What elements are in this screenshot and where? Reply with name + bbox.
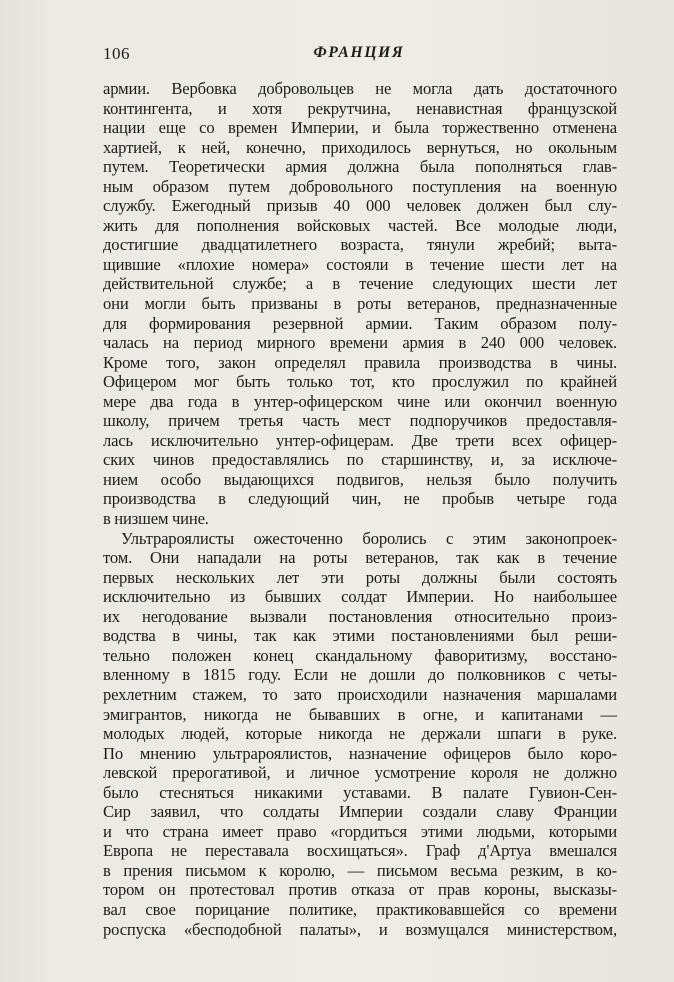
text-line: исключительно из бывших солдат Империи. Но наибольшее xyxy=(103,587,617,607)
text-line: действительной службе; а в течение следующих шести лет xyxy=(103,274,617,294)
text-line: тельно положен конец скандальному фаворитизму, восстано- xyxy=(103,645,617,665)
text-line: Кроме того, закон определял правила производства в чины. xyxy=(103,352,617,372)
text-line: ских чинов предоставлялись по старшинству, и, за исключе- xyxy=(103,450,617,470)
text-line: тором он протестовал против отказа от прав короны, высказы- xyxy=(103,880,617,900)
text-line: роспуска «бесподобной палаты», и возмущался министерством, xyxy=(103,919,617,939)
text-line: мере два года в унтер-офицерском чине или окончил военную xyxy=(103,391,617,411)
text-line: было стесняться никакими уставами. В палате Гувион-Сен- xyxy=(103,782,617,802)
text-line: Сир заявил, что солдаты Империи создали славу Франции xyxy=(103,802,617,822)
text-line: ным образом путем добровольного поступления на военную xyxy=(103,176,617,196)
text-line: и что страна имеет право «гордиться этими людьми, которыми xyxy=(103,821,617,841)
text-line: первых нескольких лет эти роты должны были состоять xyxy=(103,567,617,587)
text-line: армии. Вербовка добровольцев не могла дать достаточного xyxy=(103,79,617,98)
text-line: молодых людей, которые никогда не держали шпаги в руке. xyxy=(103,724,617,744)
text-line: Европа не переставала восхищаться». Граф д'Артуа вмешался xyxy=(103,841,617,861)
text-line: левской прерогативой, и личное усмотрение короля не должно xyxy=(103,763,617,783)
text-line: водства в чины, так как этими постановлениями был реши- xyxy=(103,626,617,646)
text-line: в прения письмом к королю, — письмом весьма резким, в ко- xyxy=(103,860,617,880)
text-line: производства в следующий чин, не пробыв четыре года xyxy=(103,489,617,509)
text-line: школу, причем третья часть мест подпоручиков предоставля- xyxy=(103,411,617,431)
text-line: По мнению ультрароялистов, назначение офицеров было коро- xyxy=(103,743,617,763)
text-line: контингента, и хотя рекрутчина, ненавистная французской xyxy=(103,98,617,118)
body-text xyxy=(103,79,617,939)
page-header xyxy=(103,44,615,66)
text-line: путем. Теоретически армия должна была пополняться глав- xyxy=(103,157,617,177)
page-number: 106 xyxy=(103,44,130,63)
text-line: службу. Ежегодный призыв 40 000 человек должен был слу- xyxy=(103,196,617,216)
text-line: для формирования резервной армии. Таким образом полу- xyxy=(103,313,617,333)
text-line: вленному в 1815 году. Если не дошли до полковников с четы- xyxy=(103,665,617,685)
text-line: достигшие двадцатилетнего возраста, тянули жребий; выта- xyxy=(103,235,617,255)
text-line: Офицером мог быть только тот, кто прослужил по крайней xyxy=(103,372,617,392)
running-title: ФРАНЦИЯ xyxy=(313,44,405,61)
text-line: щившие «плохие номера» состояли в течение шести лет на xyxy=(103,254,617,274)
paragraph-start-line: Ультрароялисты ожесточенно боролись с этим законопроек- xyxy=(121,528,617,548)
text-line: нием особо выдающихся подвигов, нельзя было получить xyxy=(103,469,617,489)
text-line: нации еще со времен Империи, и была торжественно отменена xyxy=(103,118,617,138)
text-line: они могли быть призваны в роты ветеранов, предназначенные xyxy=(103,294,617,314)
text-line: том. Они нападали на роты ветеранов, так как в течение xyxy=(103,548,617,568)
paragraph-end-line: в низшем чине. xyxy=(103,509,209,529)
text-line: рехлетним стажем, то зато происходили назначения маршалами xyxy=(103,684,617,704)
text-line: вал свое порицание политике, практиковавшейся со времени xyxy=(103,899,617,919)
text-line: лась исключительно унтер-офицерам. Две трети всех офицер- xyxy=(103,430,617,450)
text-line: чалась на период мирного времени армия в 240 000 человек. xyxy=(103,333,617,353)
text-line: эмигрантов, никогда не бывавших в огне, и капитанами — xyxy=(103,704,617,724)
text-line: хартией, к ней, конечно, приходилось вернуться, но окольным xyxy=(103,137,617,157)
text-line: жить для пополнения войсковых частей. Все молодые люди, xyxy=(103,215,617,235)
text-line: их негодование вызвали постановления относительно произ- xyxy=(103,606,617,626)
